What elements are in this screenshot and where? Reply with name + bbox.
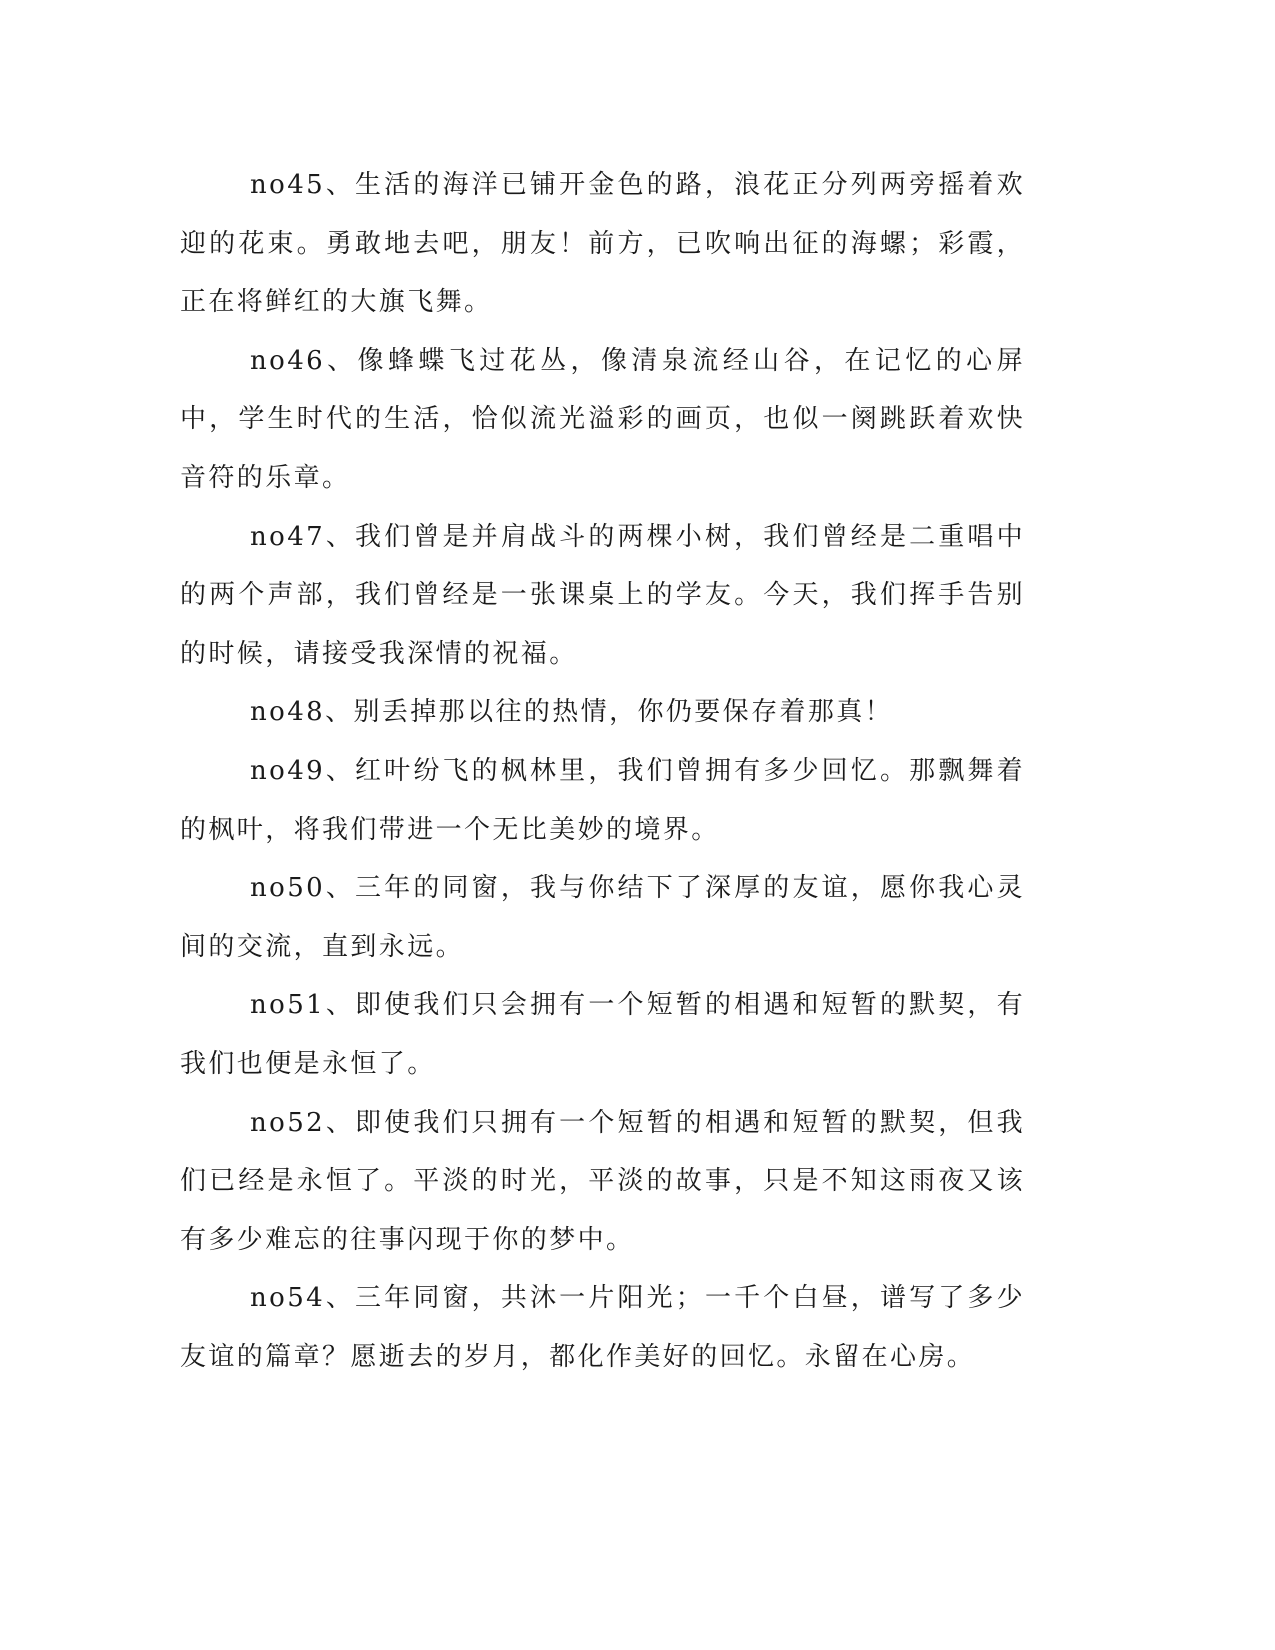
paragraph-no51: no51、即使我们只会拥有一个短暂的相遇和短暂的默契，有我们也便是永恒了。 bbox=[180, 990, 1025, 1079]
document-body bbox=[180, 156, 1025, 1386]
paragraph-no45: no45、生活的海洋已铺开金色的路，浪花正分列两旁摇着欢迎的花束。勇敢地去吧，朋友！前方，已吹响出征的海螺；彩霞，正在将鲜红的大旗飞舞。 bbox=[180, 170, 1025, 318]
paragraph-no49: no49、红叶纷飞的枫林里，我们曾拥有多少回忆。那飘舞着的枫叶，将我们带进一个无比美妙的境界。 bbox=[180, 755, 1025, 845]
paragraph-no52: no52、即使我们只拥有一个短暂的相遇和短暂的默契，但我们已经是永恒了。平淡的时光，平淡的故事，只是不知这雨夜又该有多少难忘的往事闪现于你的梦中。 bbox=[180, 1107, 1025, 1255]
paragraph-no54: no54、三年同窗，共沐一片阳光；一千个白昼，谱写了多少友谊的篇章？愿逝去的岁月，都化作美好的回忆。永留在心房。 bbox=[180, 1283, 1025, 1372]
paragraph-no48: no48、别丢掉那以往的热情，你仍要保存着那真！ bbox=[250, 697, 894, 728]
paragraph-no47: no47、我们曾是并肩战斗的两棵小树，我们曾经是二重唱中的两个声部，我们曾经是一张课桌上的学友。今天，我们挥手告别的时候，请接受我深情的祝福。 bbox=[180, 521, 1025, 669]
paragraph-no46: no46、像蜂蝶飞过花丛，像清泉流经山谷，在记忆的心屏中，学生时代的生活，恰似流光溢彩的画页，也似一阕跳跃着欢快音符的乐章。 bbox=[180, 345, 1025, 493]
paragraph-no50: no50、三年的同窗，我与你结下了深厚的友谊，愿你我心灵间的交流，直到永远。 bbox=[180, 873, 1025, 962]
